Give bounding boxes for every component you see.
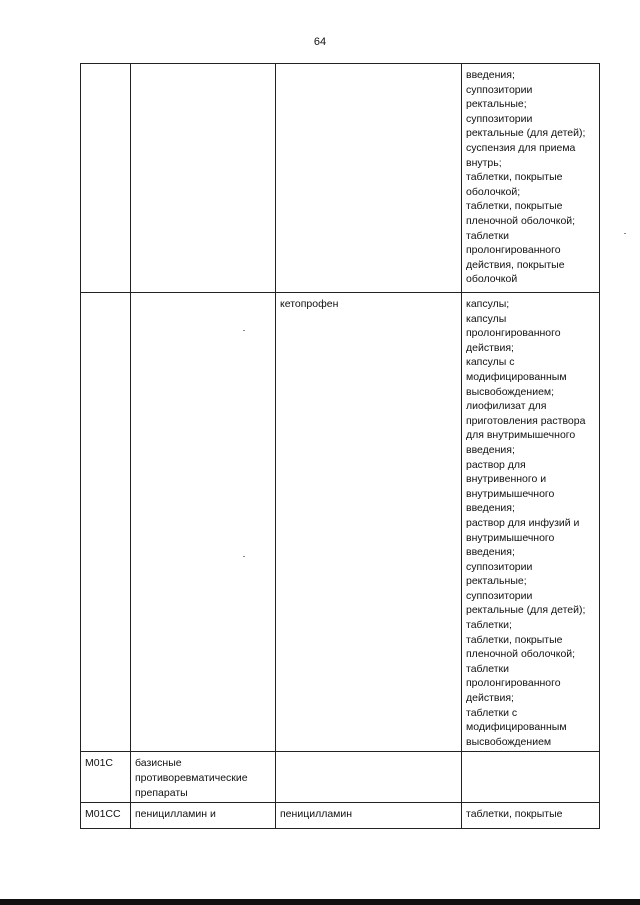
table-row: [81, 752, 600, 803]
drug-name-cell: [276, 752, 462, 803]
dosage-forms-cell: капсулы; капсулы пролонгированного действия; капсулы с модифицированным высвобождением; лиофилизат для приготовления раствора для внутримышечного введения; раствор для внутривенного и внутримышечного введения; раствор для инфузий и внутримышечного введения; суппозитории ректальные; суппозитории ректальные (для детей); таблетки; таблетки, покрытые пленочной оболочкой; таблетки пролонгированного действия; таблетки с модифицированным высвобождением: [462, 293, 600, 752]
dosage-forms-cell: таблетки, покрытые: [462, 803, 600, 829]
page-number: 64: [313, 36, 327, 48]
group-cell: пеницилламин и: [131, 803, 276, 829]
atc-code-cell: M01CC: [81, 803, 131, 829]
scan-speck: [243, 330, 245, 331]
table-row: [81, 293, 600, 752]
atc-code-cell: M01C: [81, 752, 131, 803]
scan-speck: [243, 556, 245, 557]
scan-speck: [624, 233, 626, 234]
drug-name-cell: кетопрофен: [276, 293, 462, 752]
scan-edge-bar: [0, 899, 640, 905]
dosage-forms-cell: [462, 752, 600, 803]
group-cell: [131, 64, 276, 293]
drug-table: [80, 63, 600, 829]
drug-name-cell: пеницилламин: [276, 803, 462, 829]
table-row: [81, 64, 600, 293]
atc-code-cell: [81, 64, 131, 293]
table-row: [81, 803, 600, 829]
group-cell: [131, 293, 276, 752]
drug-name-cell: [276, 64, 462, 293]
dosage-forms-cell: введения; суппозитории ректальные; суппозитории ректальные (для детей); суспензия для приема внутрь; таблетки, покрытые оболочкой; таблетки, покрытые пленочной оболочкой; таблетки пролонгированного действия, покрытые оболочкой: [462, 64, 600, 293]
group-cell: базисные противоревматические препараты: [131, 752, 276, 803]
atc-code-cell: [81, 293, 131, 752]
